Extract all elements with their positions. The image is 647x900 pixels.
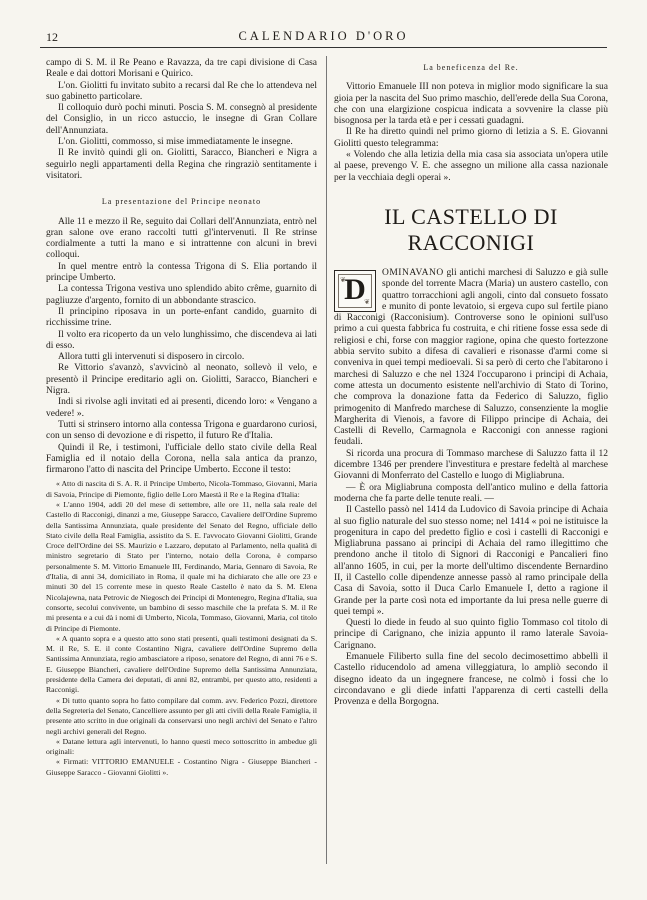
paragraph: Il Re ha diretto quindi nel primo giorno di letizia a S. E. Giovanni Giolitti questo telegramma: xyxy=(334,127,608,149)
ornament-icon: ❦ xyxy=(364,297,370,306)
paragraph: Il colloquio durò pochi minuti. Poscia S. M. consegnò al presidente del Consiglio, in un ricco astuccio, le insegne di Gran Collare dell'Annunziata. xyxy=(46,103,317,136)
paragraph-text: gli antichi marchesi di Saluzzo e già sulle sponde del torrente Macra (Maria) un austero castello, con quattro torracchioni agli angoli, cinto dal consueto fossato e munito di ponte levatoio, si ergeva cupo sul fertile piano di Racconigi (Racconisium). Controverse sono le opinioni sull'uso primo a cui questa fabbrica fu costruita, e chi ritiene fosse essa sede di religiosi e chi, forse con maggior ragione, opina che questo fortezzone abbia servito subito a difesa di cavalieri e risonasse d'armi come si conveniva in quei tempi medioevali. Si sa però di certo che l'abitarono i marchesi di Saluzzo e che nel 1324 l'occuparono i principi di Achaia, come attesta un documento esistente nell'archivio di Stato di Torino, che comprova la donazione fatta da Federico di Saluzzo, figlio primogenito di Manfredo marchese di Saluzzo, consenziente la moglie Margherita di Vienois, a favore di Filippo principe di Achaia, dei Castelli di Revello, Carmagnola e Racconigi con annesse ragioni feudali. xyxy=(334,267,608,448)
quote-paragraph: « L'anno 1904, addì 20 del mese di settembre, alle ore 11, nella sala reale del Castello di Racconigi, dinanzi a me, Giuseppe Saracco, Cavaliere dell'Ordine Supremo della Santissima Annunziata, quale presidente del Senato del Regno, ufficiale dello Stato civile della Real Famiglia, assistito da S. E. l'avvocato Giovanni Giolitti, Grande Croce dell'Ordine dei SS. Maurizio e Lazzaro, deputato al Parlamento, nella qualità di ministro segretario di Stato per l'interno, notaio della Corona, è comparso personalmente S. M. Vittorio Emanuele III, Ferdinando, Maria, Gennaro di Savoia, Re d'Italia, di anni 34, domiciliato in Roma, il quale mi ha dichiarato che alle ore 23 e minuti 30 del 15 corrente mese in questo Reale Castello è nato da S. M. Elena Nicolajewna, nata Petrovic de Niegosch dei Principi di Montenegro, Regina d'Italia, sua consorte, secolui convivente, un bambino di sesso maschile che la prefata S. M. il Re mi presenta e a cui dà i nomi di Umberto, Nicola, Tommaso, Giovanni, Maria, col titolo di Principe di Piemonte. xyxy=(46,499,317,633)
ornament-icon: ❦ xyxy=(340,275,346,284)
paragraph: Tutti si strinsero intorno alla contessa Trigona e guardarono curiosi, con un senso di devozione e di rispetto, il futuro Re d'Italia. xyxy=(46,419,317,442)
paragraph: In quel mentre entrò la contessa Trigona di S. Elia portando il principe Umberto. xyxy=(46,261,317,284)
paragraph: Indi si rivolse agli invitati ed ai presenti, dicendo loro: « Vengano a vedere! ». xyxy=(46,397,317,419)
running-title: CALENDARIO D'ORO xyxy=(238,29,409,43)
column-divider xyxy=(326,56,327,864)
right-column xyxy=(334,58,608,709)
quote-paragraph: « Di tutto quanto sopra ho fatto compilare dal comm. avv. Federico Pozzi, direttore della Segreteria del Senato, Cancelliere assunto per gli atti civili della Reale Famiglia, il presente atto scritto in due originali da conservarsi uno negli archivi del Senato e l'altro negli archivi generali del Regno. xyxy=(46,695,317,736)
article-title: IL CASTELLO DI RACCONIGI xyxy=(384,203,558,255)
paragraph: Alle 11 e mezzo il Re, seguito dai Collari dell'Annunziata, entrò nel gran salone ove erano raccolti tutti gl'intervenuti. Il Re strinse cordialmente a tutti la mano e si intrattenne con alcuni in brevi colloqui. xyxy=(46,216,317,261)
page-number: 12 xyxy=(46,30,58,44)
drop-cap xyxy=(334,270,376,312)
paragraph: Il principino riposava in un porte-enfant candido, guarnito di ricchissime trine. xyxy=(46,306,317,329)
paragraph: — È ora Migliabruna composta dell'antico mulino e della fattoria moderna che fa parte delle tenute reali. — xyxy=(334,482,608,504)
paragraph xyxy=(334,268,608,449)
paragraph: Si ricorda una procura di Tommaso marchese di Saluzzo fatta il 12 dicembre 1346 per prendere l'investitura e prestare fedeltà al marchese Giovanni di Monferrato del Castello e luogo di Migliabruna. xyxy=(334,448,608,482)
paragraph: L'on. Giolitti, commosso, si mise immediatamente le insegne. xyxy=(58,137,293,148)
paragraph: « Volendo che alla letizia della mia casa sia associata un'opera utile al paese, prevengo V. E. che assegno un milione alla cassa nazionale per la vecchiaia degli operai ». xyxy=(334,150,608,183)
quote-paragraph: « A quanto sopra e a questo atto sono stati presenti, quali testimoni designati da S. M. il Re, S. E. il conte Costantino Nigra, cavaliere dell'Ordine Supremo della Santissima Annunziata, regio ambasciatore a riposo, senatore del Regno, di anni 76 e S. E. Giuseppe Biancheri, cavaliere dell'Ordine Supremo della Santissima Annunziata, presidente della Camera dei deputati, di anni 82, entrambi, per questo atto, residenti a Racconigi. xyxy=(46,633,317,695)
signatures-line: « Firmati: VITTORIO EMANUELE - Costantino Nigra - Giuseppe Biancheri - Giuseppe Saracco - Giovanni Giolitti ». xyxy=(46,757,317,777)
quote-paragraph: « Atto di nascita di S. A. R. il Principe Umberto, Nicola-Tommaso, Giovanni, Maria di Savoia, Principe di Piemonte, figlio delle Loro Maestà il Re e la Regina d'Italia: xyxy=(46,479,317,499)
page-header xyxy=(40,26,607,44)
paragraph: Allora tutti gli intervenuti si disposero in circolo. xyxy=(58,352,245,363)
paragraph: Re Vittorio s'avanzò, s'avvicinò al neonato, sollevò il velo, e presentò il Principe ereditario agli on. Giolitti, Saracco, Biancheri e Nigra. xyxy=(46,363,317,397)
left-column xyxy=(46,58,317,778)
paragraph: Il volto era ricoperto da un velo lunghissimo, che discendeva ai lati di esso. xyxy=(46,329,317,351)
paragraph: Il Castello passò nel 1414 da Ludovico di Savoia principe di Achaia al suo figlio naturale del suo stesso nome; nel 1414 « poi ne istituisce la progenitura in capo del predetto figlio e così i castelli di Racconigi e Migliabruna passano ai principi di Achaia del ramo illegittimo che prendono anche il titolo di Signori di Racconigi e Pancalieri fino all'anno 1605, in cui, per la morte dell'ultimo discendente Bernardino II, il Castello colle dipendenze annesse passò al ramo principale della Casa di Savoia, sotto il Duca Carlo Emanuele I, detto a ragione il Grande per la parte così nota ed importante da lui presa nelle guerre di quei tempi ». xyxy=(334,505,608,617)
birth-certificate-quote xyxy=(46,479,317,778)
paragraph: La contessa Trigona vestiva uno splendido abito crême, guarnito di pagliuzze d'argento, fornito di un abbondante strascico. xyxy=(46,284,317,306)
paragraph: Emanuele Filiberto sulla fine del secolo decimosettimo abbellì il Castello riducendolo ad amena villeggiatura, lo ampliò secondo il disegno ideato da un ingegnere francese, ne colmò i fossi che lo circondavano e gli diede infatti l'apparenza di certi castelli della Provenza e della Borgogna. xyxy=(334,652,608,708)
paragraph: Vittorio Emanuele III non poteva in miglior modo significare la sua gioia per la nascita del Suo primo maschio, dell'erede della Sua Corona, che con una elargizione cospicua indicata a sovvenire la classe più bisognosa per la tarda età e per i cessati guadagni. xyxy=(334,82,608,127)
lead-word: OMINAVANO xyxy=(382,267,444,278)
section-heading: La beneficenza del Re. xyxy=(423,63,519,72)
drop-cap-letter: D xyxy=(344,272,366,306)
header-rule xyxy=(40,47,607,48)
paragraph: Il Re invitò quindi gli on. Giolitti, Saracco, Biancheri e Nigra a seguirlo negli appartamenti della Regina che ringraziò sentitamente i visitatori. xyxy=(46,148,317,181)
section-heading: La presentazione del Principe neonato xyxy=(101,197,262,207)
paragraph: Quindi il Re, i testimoni, l'ufficiale dello stato civile della Real Famiglia ed il notaio della Corona, nella sala antica da pranzo, firmarono l'atto di nascita del Principe Umberto. Eccone il testo: xyxy=(46,442,317,476)
paragraph: L'on. Giolitti fu invitato subito a recarsi dal Re che lo attendeva nel suo gabinetto particolare. xyxy=(46,80,317,102)
paragraph: campo di S. M. il Re Peano e Ravazza, da tre capi divisione di Casa Reale e dai dottori Morisani e Quirico. xyxy=(46,58,317,80)
paragraph: Questi lo diede in feudo al suo quinto figlio Tommaso col titolo di principe di Carignano, che inizia appunto il ramo laterale Savoia-Carignano. xyxy=(334,618,608,651)
quote-paragraph: « Datane lettura agli intervenuti, lo hanno questi meco sottoscritto in ambedue gli originali: xyxy=(46,736,317,757)
